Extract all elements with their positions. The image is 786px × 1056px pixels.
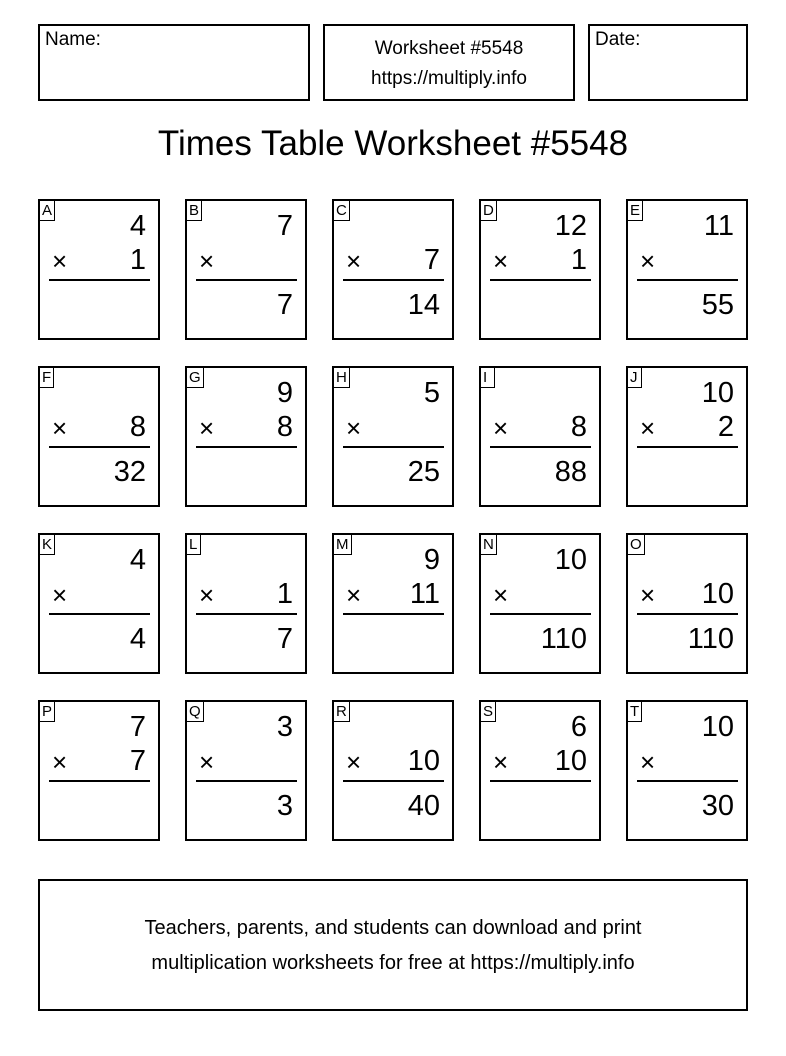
problem-answer: 4	[129, 623, 146, 655]
problem-card	[332, 199, 454, 340]
answer-line	[343, 780, 444, 782]
problem-card	[185, 533, 307, 674]
problem-multiplier: 1	[129, 244, 146, 276]
problem-top-number: 5	[423, 377, 440, 409]
problem-multiplier: 1	[570, 244, 587, 276]
problem-answer: 40	[407, 790, 440, 822]
times-sign: ×	[346, 246, 362, 276]
name-label: Name:	[45, 29, 101, 50]
answer-line	[637, 279, 738, 281]
times-sign: ×	[199, 580, 215, 610]
problem-answer: 14	[407, 289, 440, 321]
answer-line	[49, 446, 150, 448]
times-sign: ×	[493, 580, 509, 610]
times-sign: ×	[52, 246, 68, 276]
problem-letter: A	[40, 201, 55, 221]
problem-top-number: 9	[276, 377, 293, 409]
problem-letter: C	[334, 201, 350, 221]
answer-line	[490, 446, 591, 448]
times-sign: ×	[52, 413, 68, 443]
problem-letter: P	[40, 702, 55, 722]
problem-card	[185, 366, 307, 507]
problem-multiplier: 10	[554, 745, 587, 777]
problem-answer: 30	[701, 790, 734, 822]
times-sign: ×	[346, 413, 362, 443]
answer-line	[343, 279, 444, 281]
problem-multiplier: 10	[407, 745, 440, 777]
problem-top-number: 12	[554, 210, 587, 242]
footer-box	[38, 879, 748, 1011]
problem-answer: 7	[276, 623, 293, 655]
problem-top-number: 7	[276, 210, 293, 242]
problem-letter: K	[40, 535, 55, 555]
problem-letter: O	[628, 535, 645, 555]
problem-answer: 3	[276, 790, 293, 822]
problem-letter: L	[187, 535, 201, 555]
times-sign: ×	[493, 747, 509, 777]
answer-line	[49, 279, 150, 281]
problem-top-number: 7	[129, 711, 146, 743]
footer-line-1: Teachers, parents, and students can download and print	[144, 917, 642, 939]
problem-answer: 110	[540, 623, 587, 655]
problem-card	[479, 533, 601, 674]
problem-top-number: 10	[701, 711, 734, 743]
problem-multiplier: 8	[129, 411, 146, 443]
problem-card	[185, 700, 307, 841]
problem-letter: H	[334, 368, 350, 388]
answer-line	[490, 279, 591, 281]
times-sign: ×	[493, 413, 509, 443]
problem-letter: M	[334, 535, 352, 555]
problem-letter: Q	[187, 702, 204, 722]
times-sign: ×	[493, 246, 509, 276]
problem-top-number: 6	[570, 711, 587, 743]
answer-line	[637, 780, 738, 782]
problem-multiplier: 8	[570, 411, 587, 443]
problem-letter: I	[481, 368, 495, 388]
problem-multiplier: 10	[701, 578, 734, 610]
problem-card	[185, 199, 307, 340]
problem-answer: 55	[701, 289, 734, 321]
problem-top-number: 11	[703, 210, 734, 242]
problem-card	[38, 700, 160, 841]
problem-card	[479, 199, 601, 340]
problem-top-number: 10	[554, 544, 587, 576]
problem-card	[626, 199, 748, 340]
problem-multiplier: 7	[423, 244, 440, 276]
problem-letter: F	[40, 368, 54, 388]
problem-multiplier: 7	[129, 745, 146, 777]
times-sign: ×	[199, 747, 215, 777]
problem-letter: E	[628, 201, 643, 221]
answer-line	[196, 446, 297, 448]
answer-line	[196, 279, 297, 281]
problem-answer: 32	[113, 456, 146, 488]
problem-card	[38, 533, 160, 674]
problem-card	[332, 700, 454, 841]
problem-card	[479, 366, 601, 507]
worksheet-url: https://multiply.info	[371, 68, 527, 89]
answer-line	[343, 613, 444, 615]
problem-letter: R	[334, 702, 350, 722]
times-sign: ×	[52, 747, 68, 777]
times-sign: ×	[640, 413, 656, 443]
problem-answer: 25	[407, 456, 440, 488]
problem-letter: S	[481, 702, 496, 722]
answer-line	[490, 613, 591, 615]
problem-letter: T	[628, 702, 642, 722]
problem-multiplier: 1	[276, 578, 293, 610]
times-sign: ×	[346, 580, 362, 610]
times-sign: ×	[640, 747, 656, 777]
answer-line	[490, 780, 591, 782]
problem-card	[332, 533, 454, 674]
answer-line	[196, 613, 297, 615]
footer-line-2: multiplication worksheets for free at https://multiply.info	[151, 952, 635, 974]
problem-card	[479, 700, 601, 841]
answer-line	[49, 780, 150, 782]
problem-top-number: 4	[129, 210, 146, 242]
problem-multiplier: 8	[276, 411, 293, 443]
times-sign: ×	[199, 246, 215, 276]
problem-letter: G	[187, 368, 204, 388]
times-sign: ×	[640, 246, 656, 276]
problem-letter: D	[481, 201, 497, 221]
problem-letter: B	[187, 201, 202, 221]
worksheet-number: Worksheet #5548	[374, 38, 524, 59]
times-sign: ×	[346, 747, 362, 777]
problem-letter: N	[481, 535, 497, 555]
answer-line	[637, 613, 738, 615]
problem-card	[332, 366, 454, 507]
answer-line	[196, 780, 297, 782]
problem-multiplier: 2	[717, 411, 734, 443]
problem-multiplier: 11	[409, 578, 440, 610]
problem-card	[38, 366, 160, 507]
page-title: Times Table Worksheet #5548	[157, 124, 629, 163]
date-label: Date:	[595, 29, 641, 50]
problem-card	[626, 533, 748, 674]
answer-line	[637, 446, 738, 448]
times-sign: ×	[199, 413, 215, 443]
problem-card	[626, 366, 748, 507]
problem-top-number: 9	[423, 544, 440, 576]
problem-top-number: 10	[701, 377, 734, 409]
problem-answer: 7	[276, 289, 293, 321]
answer-line	[343, 446, 444, 448]
problem-card	[626, 700, 748, 841]
problem-answer: 88	[554, 456, 587, 488]
times-sign: ×	[640, 580, 656, 610]
times-sign: ×	[52, 580, 68, 610]
problem-top-number: 4	[129, 544, 146, 576]
problem-answer: 110	[687, 623, 734, 655]
problem-top-number: 3	[276, 711, 293, 743]
answer-line	[49, 613, 150, 615]
problem-card	[38, 199, 160, 340]
problem-letter: J	[628, 368, 642, 388]
